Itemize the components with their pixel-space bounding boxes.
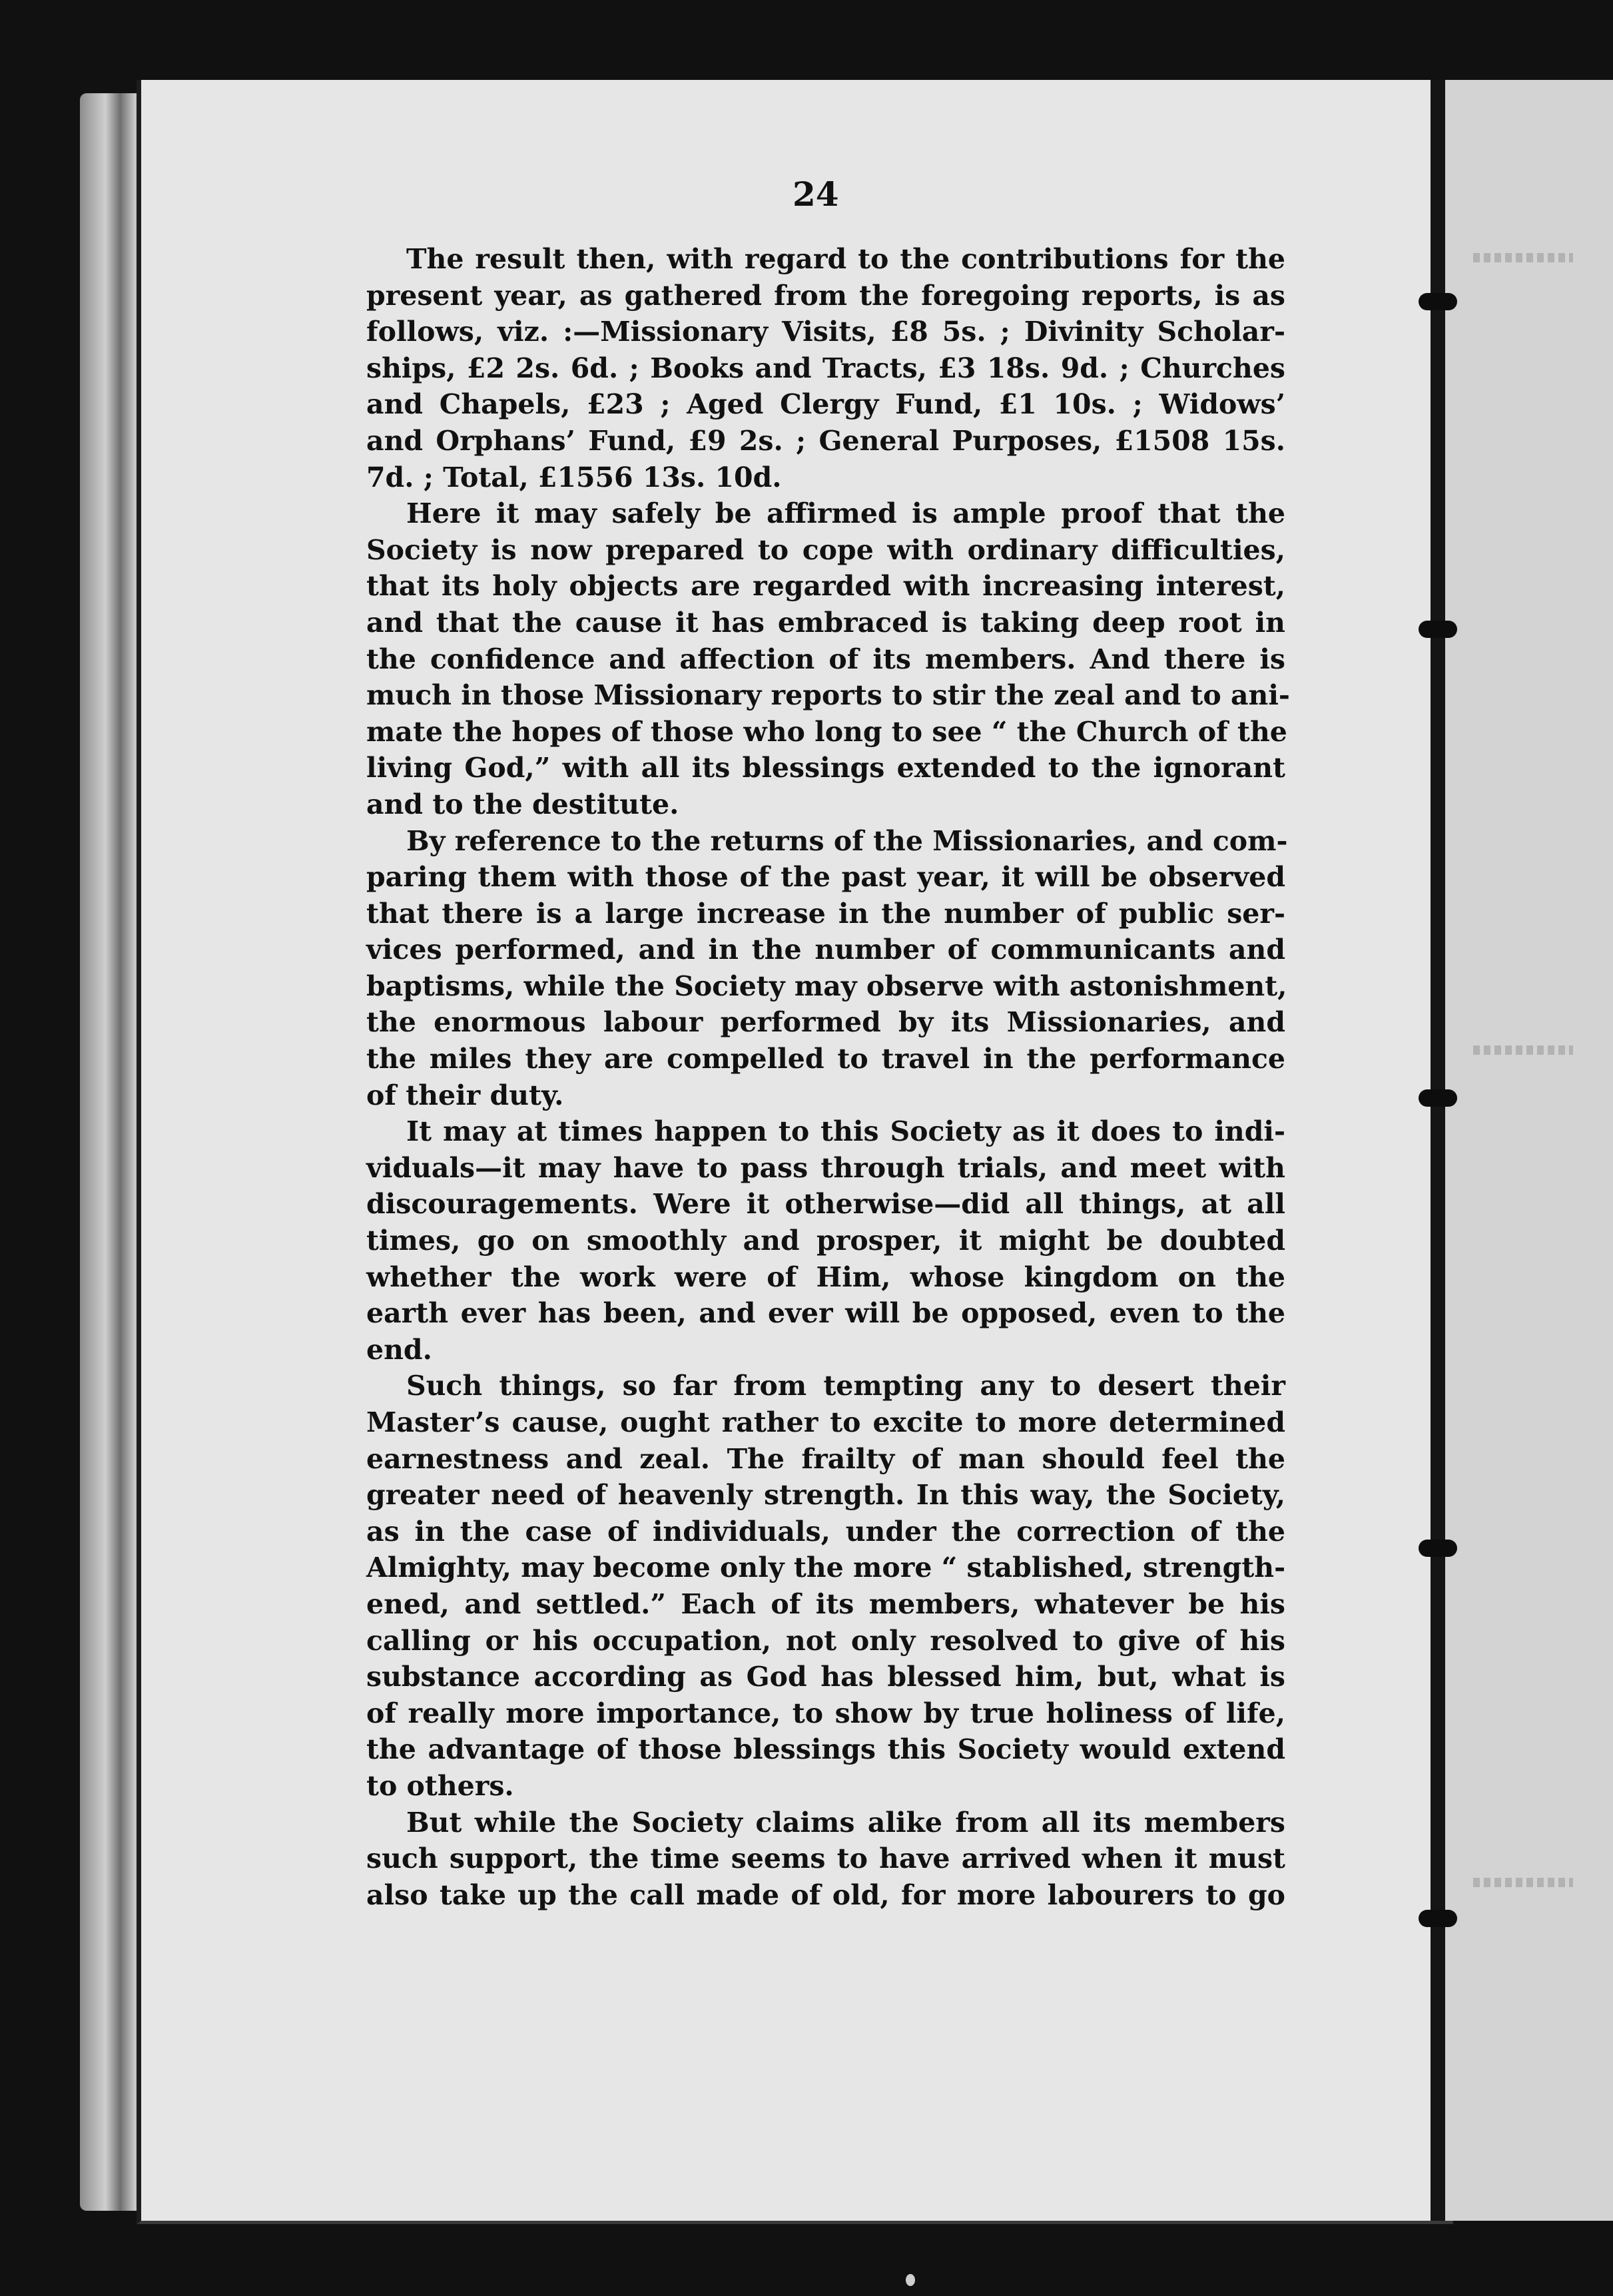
text-line: also take up the call made of old, for more labourers to go bbox=[366, 1878, 1285, 1911]
text-line: end. bbox=[366, 1333, 432, 1366]
binding-stitch bbox=[1419, 293, 1457, 310]
text-line: earnestness and zeal. The frailty of man should feel the bbox=[366, 1442, 1285, 1475]
text-line: the miles they are compelled to travel in the performance bbox=[366, 1043, 1285, 1075]
text-line: substance according as God has blessed him, but, what is bbox=[366, 1661, 1285, 1693]
text-line: greater need of heavenly strength. In this way, the Society, bbox=[366, 1479, 1285, 1512]
text-line: Master’s cause, ought rather to excite to more determined bbox=[366, 1406, 1285, 1438]
text-line: present year, as gathered from the foregoing reports, is as bbox=[366, 279, 1285, 312]
text-line: vices performed, and in the number of communicants and bbox=[366, 934, 1285, 966]
text-line: Here it may safely be affirmed is ample proof that the bbox=[406, 497, 1285, 530]
text-line: viduals—it may have to pass through trials, and meet with bbox=[366, 1151, 1285, 1184]
text-line: of really more importance, to show by true holiness of life, bbox=[366, 1697, 1285, 1729]
text-line: times, go on smoothly and prosper, it might be doubted bbox=[366, 1225, 1285, 1257]
text-line: By reference to the returns of the Missionaries, and com- bbox=[406, 824, 1288, 857]
page-number: 24 bbox=[793, 174, 839, 214]
binding-stitch bbox=[1419, 1910, 1457, 1927]
body-text bbox=[366, 241, 1290, 1913]
text-line: much in those Missionary reports to stir the zeal and to ani- bbox=[366, 679, 1290, 712]
show-through-text bbox=[1473, 253, 1573, 262]
text-line: of their duty. bbox=[366, 1079, 564, 1111]
binding-stitch bbox=[1419, 1540, 1457, 1557]
text-line: follows, viz. :—Missionary Visits, £8 5s. ; Divinity Scholar- bbox=[366, 316, 1285, 348]
binding-gutter bbox=[1431, 80, 1445, 2221]
text-line: But while the Society claims alike from all its members bbox=[406, 1806, 1285, 1839]
scan-speck bbox=[906, 2274, 915, 2286]
text-line: that there is a large increase in the number of public ser- bbox=[366, 897, 1285, 930]
binding-stitch bbox=[1419, 621, 1457, 638]
facing-page bbox=[1445, 80, 1613, 2221]
text-line: and that the cause it has embraced is taking deep root in bbox=[366, 606, 1285, 639]
text-line: whether the work were of Him, whose kingdom on the bbox=[366, 1261, 1285, 1293]
text-line: baptisms, while the Society may observe with astonishment, bbox=[366, 970, 1287, 1002]
text-line: It may at times happen to this Society as it does to indi- bbox=[406, 1115, 1285, 1148]
text-line: and Orphans’ Fund, £9 2s. ; General Purposes, £1508 15s. bbox=[366, 424, 1285, 457]
text-line: earth ever has been, and ever will be opposed, even to the bbox=[366, 1297, 1285, 1330]
text-line: that its holy objects are regarded with increasing interest, bbox=[366, 570, 1285, 603]
text-line: mate the hopes of those who long to see “ the Church of the bbox=[366, 715, 1287, 748]
text-line: living God,” with all its blessings extended to the ignorant bbox=[366, 752, 1285, 784]
text-line: the enormous labour performed by its Missionaries, and bbox=[366, 1006, 1285, 1039]
text-line: ened, and settled.” Each of its members, whatever be his bbox=[366, 1587, 1285, 1620]
text-line: paring them with those of the past year, it will be observed bbox=[366, 861, 1285, 894]
text-line: 7d. ; Total, £1556 13s. 10d. bbox=[366, 461, 782, 493]
text-line: to others. bbox=[366, 1769, 514, 1802]
text-line: such support, the time seems to have arrived when it must bbox=[366, 1843, 1285, 1875]
text-line: discouragements. Were it otherwise—did all things, at all bbox=[366, 1188, 1285, 1221]
show-through-text bbox=[1473, 1045, 1573, 1055]
text-line: and to the destitute. bbox=[366, 788, 679, 820]
text-line: calling or his occupation, not only resolved to give of his bbox=[366, 1624, 1285, 1657]
text-line: Society is now prepared to cope with ordinary difficulties, bbox=[366, 533, 1285, 566]
text-line: Such things, so far from tempting any to desert their bbox=[406, 1370, 1285, 1402]
text-line: as in the case of individuals, under the correction of the bbox=[366, 1515, 1285, 1548]
binding-stitch bbox=[1419, 1089, 1457, 1107]
text-line: and Chapels, £23 ; Aged Clergy Fund, £1 10s. ; Widows’ bbox=[366, 388, 1285, 421]
text-line: ships, £2 2s. 6d. ; Books and Tracts, £3 18s. 9d. ; Churches bbox=[366, 352, 1285, 384]
text-line: The result then, with regard to the contributions for the bbox=[406, 243, 1285, 275]
text-line: the confidence and affection of its members. And there is bbox=[366, 643, 1285, 675]
text-line: the advantage of those blessings this Society would extend bbox=[366, 1733, 1285, 1766]
text-line: Almighty, may become only the more “ stablished, strength- bbox=[366, 1552, 1286, 1584]
show-through-text bbox=[1473, 1878, 1573, 1887]
